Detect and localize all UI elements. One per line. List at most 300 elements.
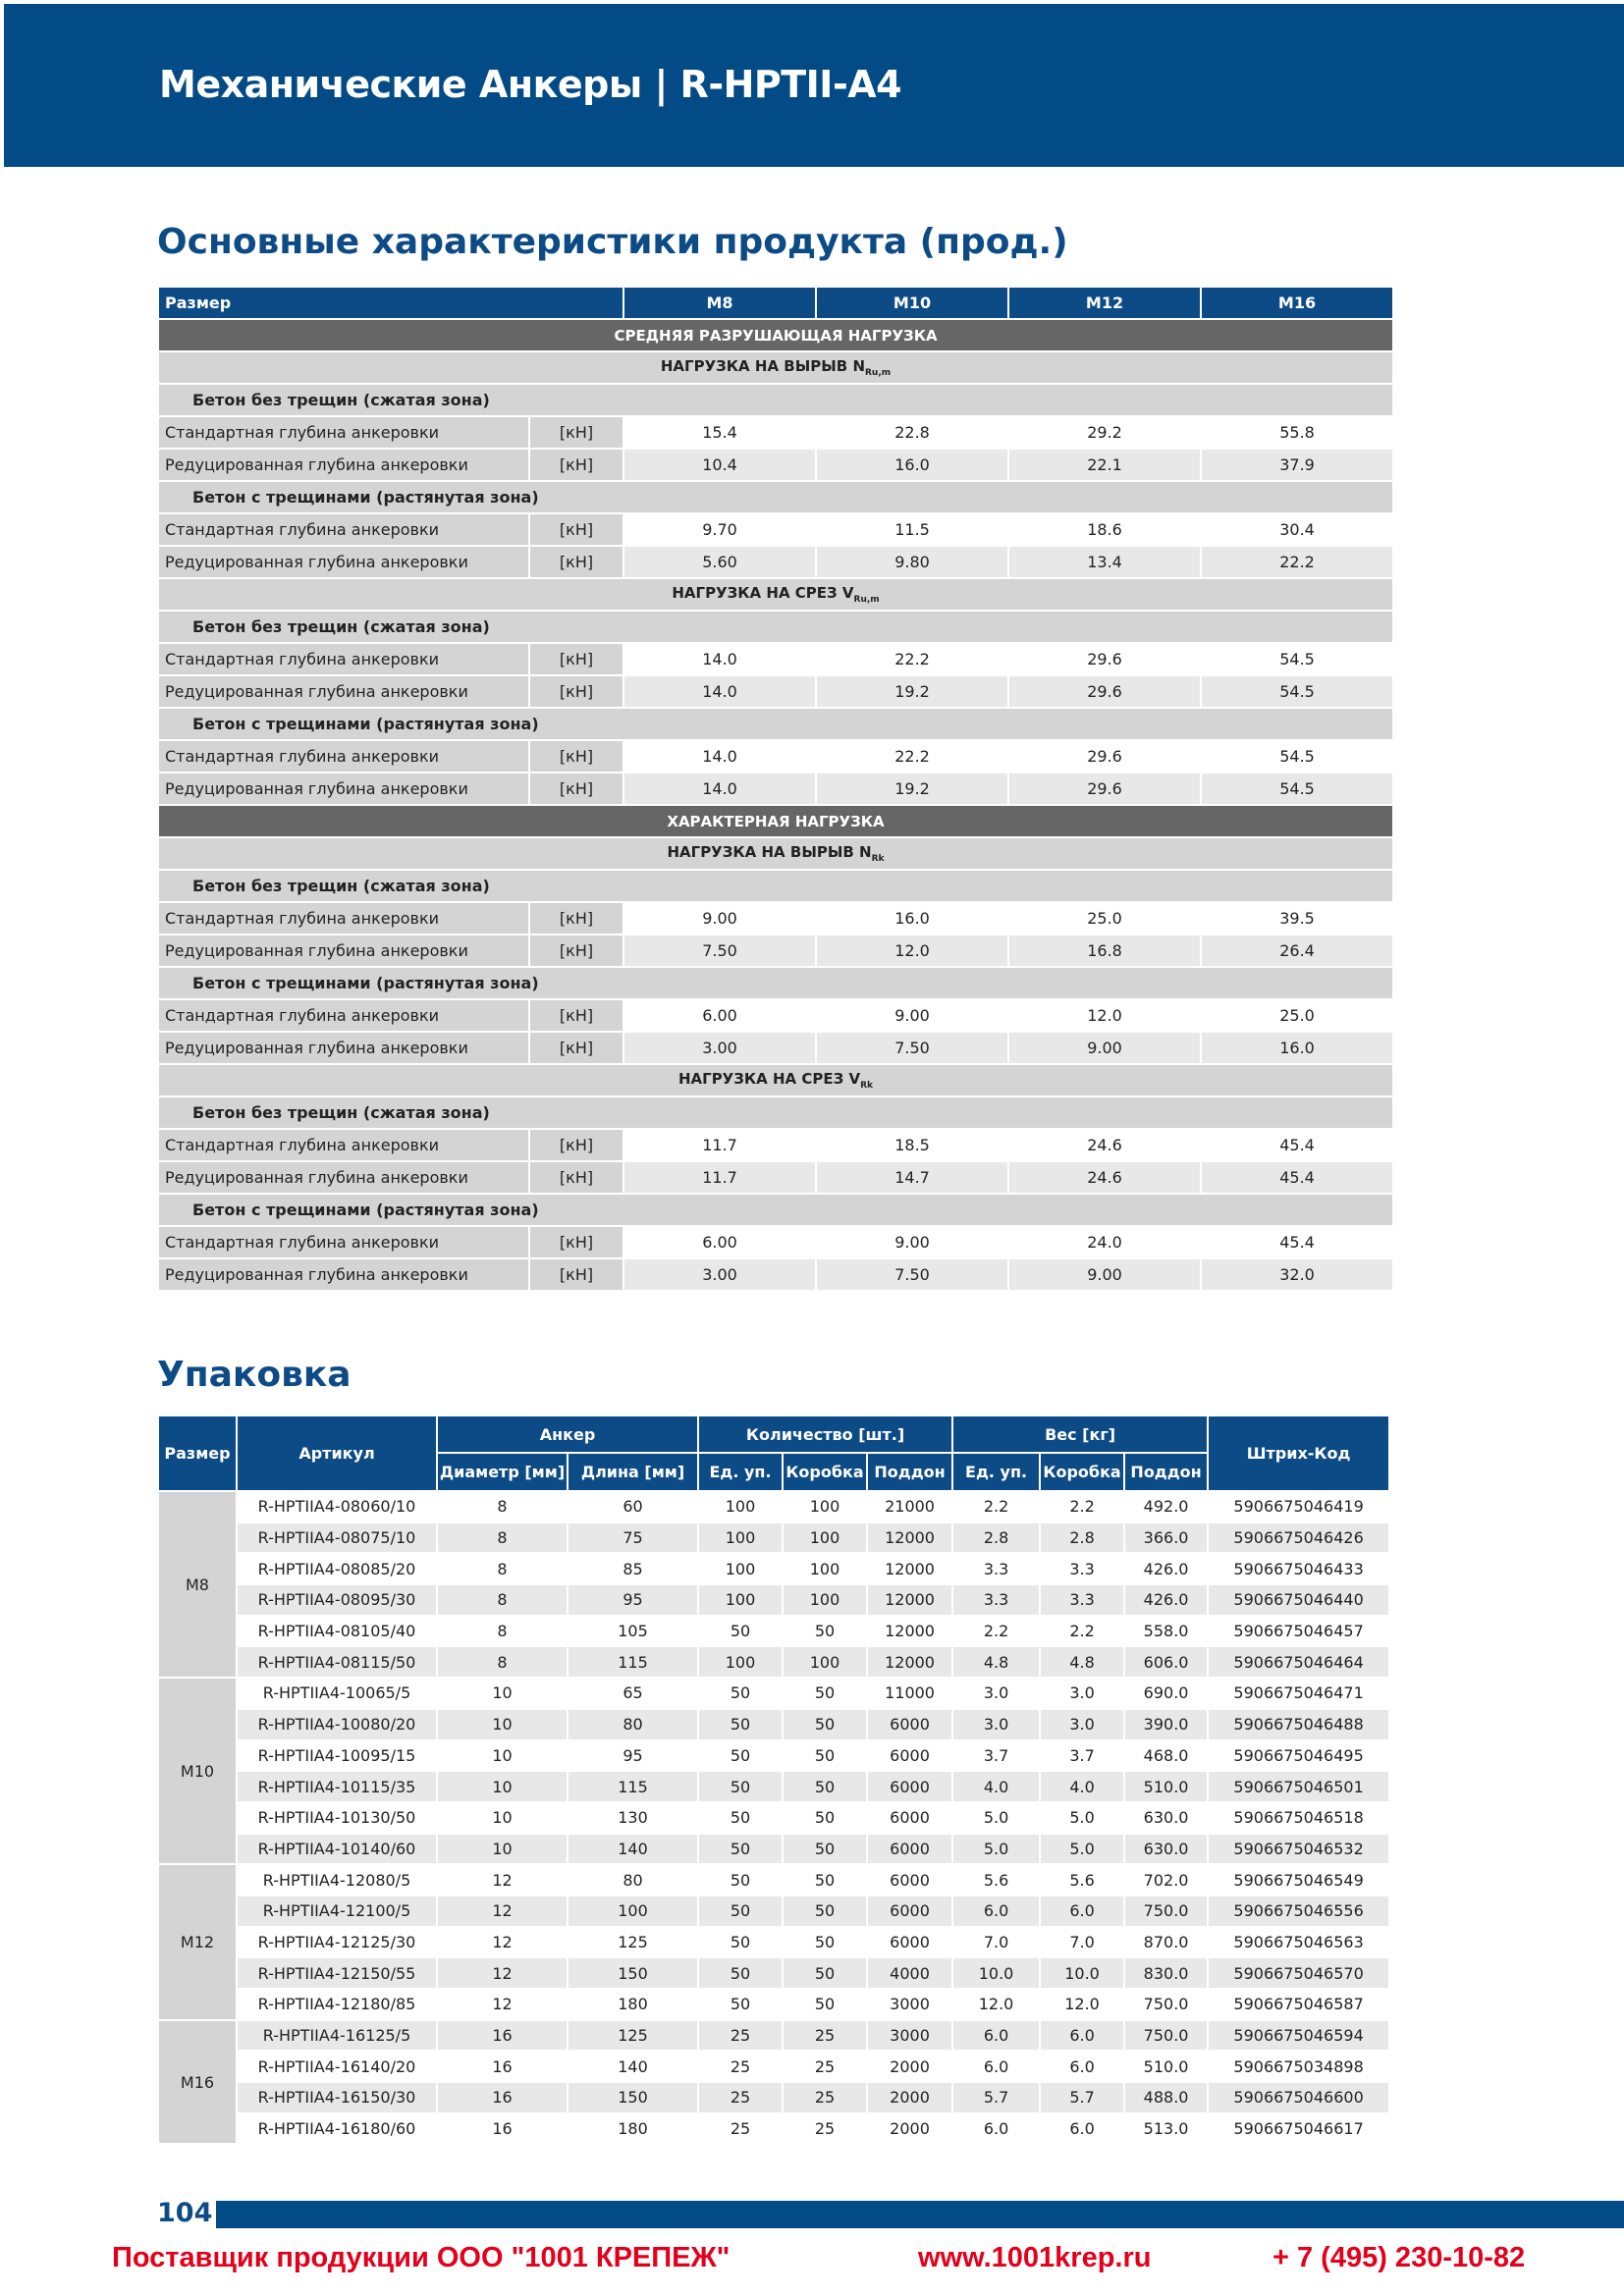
pack-cell: 65 xyxy=(568,1678,698,1709)
size-col-m8: M8 xyxy=(623,287,816,319)
pack-cell: R-HPTIIA4-08095/30 xyxy=(237,1584,437,1616)
pack-cell: 12.0 xyxy=(952,1989,1040,2020)
pack-cell: 50 xyxy=(783,1802,867,1834)
specs-title: Основные характеристики продукта (прод.) xyxy=(157,222,1068,262)
pack-cell: 510.0 xyxy=(1124,2051,1208,2082)
pack-cell: 2.8 xyxy=(952,1522,1040,1554)
pack-cell: 5906675046501 xyxy=(1208,1771,1389,1802)
pack-cell: 4.0 xyxy=(1040,1771,1124,1802)
pack-article-header: Артикул xyxy=(237,1415,437,1491)
pack-cell: 25 xyxy=(698,2020,783,2052)
group-row xyxy=(158,481,1393,513)
pack-cell: 3.7 xyxy=(1040,1740,1124,1772)
subsection-label: НАГРУЗКА НА СРЕЗ V xyxy=(672,584,854,602)
pack-cell: 6.0 xyxy=(1040,2113,1124,2145)
pack-cell: 50 xyxy=(783,1957,867,1989)
row-label: Редуцированная глубина анкеровки xyxy=(158,773,529,805)
pack-cell: 5906675046549 xyxy=(1208,1864,1389,1896)
pack-cell: 870.0 xyxy=(1124,1927,1208,1958)
pack-cell: 8 xyxy=(437,1491,568,1522)
pack-cell: 6.0 xyxy=(1040,2051,1124,2082)
pack-cell: 60 xyxy=(568,1491,698,1522)
row-value: 13.4 xyxy=(1008,546,1201,578)
pack-cell: 50 xyxy=(783,1864,867,1896)
header-title: Механические Анкеры | R-HPTII-A4 xyxy=(159,63,902,106)
pack-cell: 25 xyxy=(783,2020,867,2052)
row-unit: [кН] xyxy=(529,1161,623,1194)
pack-row xyxy=(158,1771,1389,1802)
size-header: Размер xyxy=(158,287,623,319)
pack-cell: 12000 xyxy=(867,1646,952,1678)
pack-cell: 2000 xyxy=(867,2082,952,2113)
row-value: 6.00 xyxy=(623,999,816,1032)
row-value: 9.00 xyxy=(816,999,1008,1032)
pack-row xyxy=(158,1989,1389,2020)
pack-cell: 8 xyxy=(437,1646,568,1678)
pack-cell: 5906675046457 xyxy=(1208,1616,1389,1647)
row-value: 45.4 xyxy=(1201,1226,1393,1258)
row-value: 55.8 xyxy=(1201,416,1393,449)
pack-cell: 6000 xyxy=(867,1896,952,1927)
row-value: 12.0 xyxy=(1008,999,1201,1032)
row-value: 30.4 xyxy=(1201,513,1393,546)
row-value: 14.0 xyxy=(623,675,816,708)
spec-row xyxy=(158,513,1393,546)
pack-cell: 10 xyxy=(437,1678,568,1709)
subsection-title xyxy=(158,837,1393,870)
row-unit: [кН] xyxy=(529,1129,623,1161)
row-value: 54.5 xyxy=(1201,643,1393,675)
section-title: СРЕДНЯЯ РАЗРУШАЮЩАЯ НАГРУЗКА xyxy=(158,319,1393,351)
pack-row xyxy=(158,1709,1389,1740)
group-title: Бетон с трещинами (растянутая зона) xyxy=(158,708,1393,740)
pack-cell: 12 xyxy=(437,1864,568,1896)
pack-cell: 50 xyxy=(783,1709,867,1740)
pack-cell: R-HPTIIA4-08075/10 xyxy=(237,1522,437,1554)
pack-cell: 630.0 xyxy=(1124,1834,1208,1865)
row-label: Стандартная глубина анкеровки xyxy=(158,740,529,773)
pack-cell: 5906675046617 xyxy=(1208,2113,1389,2145)
pack-row xyxy=(158,2051,1389,2082)
subsection-row xyxy=(158,1064,1393,1096)
row-label: Стандартная глубина анкеровки xyxy=(158,1226,529,1258)
subsection-subscript: Rk xyxy=(871,854,885,864)
row-value: 25.0 xyxy=(1201,999,1393,1032)
row-unit: [кН] xyxy=(529,1226,623,1258)
pack-cell: 12000 xyxy=(867,1553,952,1584)
subsection-title xyxy=(158,1064,1393,1096)
row-value: 16.0 xyxy=(816,902,1008,934)
packaging-table xyxy=(157,1415,1390,2145)
pack-row xyxy=(158,1616,1389,1647)
pack-cell: 100 xyxy=(698,1522,783,1554)
subsection-subscript: Ru,m xyxy=(853,595,880,605)
row-value: 5.60 xyxy=(623,546,816,578)
pack-row xyxy=(158,1553,1389,1584)
pack-cell: R-HPTIIA4-12180/85 xyxy=(237,1989,437,2020)
pack-row xyxy=(158,2113,1389,2145)
pack-cell: 100 xyxy=(698,1584,783,1616)
pack-cell: 488.0 xyxy=(1124,2082,1208,2113)
pack-cell: 25 xyxy=(698,2082,783,2113)
pack-row xyxy=(158,1896,1389,1927)
pack-cell: 140 xyxy=(568,1834,698,1865)
pack-cell: 5.6 xyxy=(1040,1864,1124,1896)
pack-row xyxy=(158,1740,1389,1772)
pack-cell: 750.0 xyxy=(1124,1896,1208,1927)
row-label: Редуцированная глубина анкеровки xyxy=(158,1258,529,1291)
pack-cell: 50 xyxy=(698,1834,783,1865)
pack-cell: 3000 xyxy=(867,2020,952,2052)
row-value: 22.2 xyxy=(816,643,1008,675)
pack-wt-pallet-header: Поддон xyxy=(1124,1453,1208,1491)
row-value: 24.6 xyxy=(1008,1129,1201,1161)
pack-cell: 12.0 xyxy=(1040,1989,1124,2020)
row-label: Редуцированная глубина анкеровки xyxy=(158,1032,529,1064)
row-value: 11.5 xyxy=(816,513,1008,546)
pack-qty-unit-header: Ед. уп. xyxy=(698,1453,783,1491)
pack-cell: 180 xyxy=(568,2113,698,2145)
pack-cell: 100 xyxy=(783,1553,867,1584)
row-unit: [кН] xyxy=(529,1032,623,1064)
pack-cell: 5906675046563 xyxy=(1208,1927,1389,1958)
row-unit: [кН] xyxy=(529,449,623,481)
pack-cell: 3.3 xyxy=(1040,1584,1124,1616)
pack-size-cell: M8 xyxy=(158,1491,237,1678)
pack-cell: 366.0 xyxy=(1124,1522,1208,1554)
row-value: 15.4 xyxy=(623,416,816,449)
pack-size-cell: M16 xyxy=(158,2020,237,2145)
pack-cell: 3.3 xyxy=(952,1553,1040,1584)
row-label: Редуцированная глубина анкеровки xyxy=(158,546,529,578)
group-title: Бетон с трещинами (растянутая зона) xyxy=(158,1194,1393,1226)
row-value: 9.00 xyxy=(623,902,816,934)
pack-qty-pallet-header: Поддон xyxy=(867,1453,952,1491)
row-value: 18.6 xyxy=(1008,513,1201,546)
row-value: 11.7 xyxy=(623,1161,816,1194)
spec-row xyxy=(158,416,1393,449)
row-value: 29.6 xyxy=(1008,643,1201,675)
pack-cell: 6000 xyxy=(867,1927,952,1958)
row-unit: [кН] xyxy=(529,999,623,1032)
pack-row xyxy=(158,1864,1389,1896)
row-label: Редуцированная глубина анкеровки xyxy=(158,1161,529,1194)
pack-cell: 5906675046419 xyxy=(1208,1491,1389,1522)
pack-cell: 10 xyxy=(437,1771,568,1802)
subsection-label: НАГРУЗКА НА ВЫРЫВ N xyxy=(660,357,865,375)
specs-table xyxy=(157,286,1394,1292)
pack-cell: 50 xyxy=(698,1802,783,1834)
size-col-m16: M16 xyxy=(1201,287,1393,319)
row-label: Стандартная глубина анкеровки xyxy=(158,999,529,1032)
pack-cell: 10 xyxy=(437,1740,568,1772)
pack-cell: 140 xyxy=(568,2051,698,2082)
row-unit: [кН] xyxy=(529,773,623,805)
pack-cell: R-HPTIIA4-08085/20 xyxy=(237,1553,437,1584)
pack-cell: 3.7 xyxy=(952,1740,1040,1772)
pack-qty-box-header: Коробка xyxy=(783,1453,867,1491)
supplier-website[interactable]: www.1001krep.ru xyxy=(918,2242,1152,2273)
subsection-row xyxy=(158,578,1393,611)
packaging-title: Упаковка xyxy=(157,1355,352,1395)
pack-cell: 50 xyxy=(783,1989,867,2020)
pack-cell: 750.0 xyxy=(1124,1989,1208,2020)
pack-cell: 510.0 xyxy=(1124,1771,1208,1802)
pack-cell: 5906675046518 xyxy=(1208,1802,1389,1834)
spec-row xyxy=(158,449,1393,481)
row-value: 16.0 xyxy=(816,449,1008,481)
row-unit: [кН] xyxy=(529,513,623,546)
group-row xyxy=(158,870,1393,902)
pack-cell: R-HPTIIA4-16140/20 xyxy=(237,2051,437,2082)
pack-cell: 8 xyxy=(437,1553,568,1584)
pack-cell: R-HPTIIA4-08060/10 xyxy=(237,1491,437,1522)
group-title: Бетон без трещин (сжатая зона) xyxy=(158,1096,1393,1129)
pack-cell: 6000 xyxy=(867,1834,952,1865)
pack-wt-unit-header: Ед. уп. xyxy=(952,1453,1040,1491)
pack-cell: 6.0 xyxy=(952,2020,1040,2052)
pack-cell: 12 xyxy=(437,1896,568,1927)
group-row xyxy=(158,1096,1393,1129)
pack-cell: 12 xyxy=(437,1989,568,2020)
row-value: 19.2 xyxy=(816,773,1008,805)
row-value: 18.5 xyxy=(816,1129,1008,1161)
pack-cell: 150 xyxy=(568,1957,698,1989)
row-value: 22.8 xyxy=(816,416,1008,449)
pack-cell: 100 xyxy=(783,1522,867,1554)
row-unit: [кН] xyxy=(529,1258,623,1291)
group-title: Бетон без трещин (сжатая зона) xyxy=(158,611,1393,643)
group-title: Бетон с трещинами (растянутая зона) xyxy=(158,481,1393,513)
size-col-m12: M12 xyxy=(1008,287,1201,319)
pack-cell: 2.8 xyxy=(1040,1522,1124,1554)
pack-cell: 100 xyxy=(698,1646,783,1678)
pack-row xyxy=(158,2082,1389,2113)
pack-cell: 606.0 xyxy=(1124,1646,1208,1678)
row-value: 26.4 xyxy=(1201,934,1393,967)
spec-row xyxy=(158,546,1393,578)
row-label: Стандартная глубина анкеровки xyxy=(158,1129,529,1161)
row-value: 14.7 xyxy=(816,1161,1008,1194)
pack-cell: 5906675046495 xyxy=(1208,1740,1389,1772)
pack-cell: R-HPTIIA4-08115/50 xyxy=(237,1646,437,1678)
spec-row xyxy=(158,1258,1393,1291)
pack-cell: 10 xyxy=(437,1709,568,1740)
pack-cell: 95 xyxy=(568,1740,698,1772)
pack-cell: 5.7 xyxy=(952,2082,1040,2113)
pack-cell: 125 xyxy=(568,2020,698,2052)
pack-cell: 630.0 xyxy=(1124,1802,1208,1834)
row-value: 16.0 xyxy=(1201,1032,1393,1064)
pack-row xyxy=(158,1957,1389,1989)
pack-cell: 50 xyxy=(698,1709,783,1740)
pack-cell: 10 xyxy=(437,1834,568,1865)
pack-cell: 5906675046440 xyxy=(1208,1584,1389,1616)
spec-row xyxy=(158,999,1393,1032)
pack-cell: 100 xyxy=(698,1553,783,1584)
pack-cell: 390.0 xyxy=(1124,1709,1208,1740)
pack-cell: 6.0 xyxy=(1040,1896,1124,1927)
group-row xyxy=(158,967,1393,999)
group-title: Бетон с трещинами (растянутая зона) xyxy=(158,967,1393,999)
pack-cell: 3.0 xyxy=(1040,1709,1124,1740)
subsection-row xyxy=(158,837,1393,870)
pack-weight-header: Вес [кг] xyxy=(952,1415,1208,1453)
pack-length-header: Длина [мм] xyxy=(568,1453,698,1491)
pack-cell: R-HPTIIA4-12150/55 xyxy=(237,1957,437,1989)
pack-cell: 105 xyxy=(568,1616,698,1647)
spec-row xyxy=(158,740,1393,773)
size-col-m10: M10 xyxy=(816,287,1008,319)
pack-cell: R-HPTIIA4-10080/20 xyxy=(237,1709,437,1740)
pack-cell: 21000 xyxy=(867,1491,952,1522)
pack-size-cell: M10 xyxy=(158,1678,237,1864)
pack-row xyxy=(158,2020,1389,2052)
spec-row xyxy=(158,1129,1393,1161)
pack-cell: 2.2 xyxy=(952,1616,1040,1647)
pack-cell: 3.3 xyxy=(952,1584,1040,1616)
pack-cell: 10 xyxy=(437,1802,568,1834)
pack-cell: R-HPTIIA4-16150/30 xyxy=(237,2082,437,2113)
pack-row xyxy=(158,1834,1389,1865)
pack-cell: 2.2 xyxy=(952,1491,1040,1522)
pack-cell: 4.0 xyxy=(952,1771,1040,1802)
pack-cell: 16 xyxy=(437,2051,568,2082)
row-value: 9.00 xyxy=(1008,1032,1201,1064)
pack-cell: 50 xyxy=(783,1678,867,1709)
pack-cell: 6000 xyxy=(867,1864,952,1896)
row-value: 9.00 xyxy=(1008,1258,1201,1291)
row-value: 16.8 xyxy=(1008,934,1201,967)
group-title: Бетон без трещин (сжатая зона) xyxy=(158,870,1393,902)
pack-cell: 12000 xyxy=(867,1522,952,1554)
pack-cell: 50 xyxy=(698,1616,783,1647)
row-label: Стандартная глубина анкеровки xyxy=(158,416,529,449)
pack-row xyxy=(158,1584,1389,1616)
pack-cell: 50 xyxy=(783,1896,867,1927)
pack-cell: 702.0 xyxy=(1124,1864,1208,1896)
row-value: 45.4 xyxy=(1201,1161,1393,1194)
pack-cell: 50 xyxy=(698,1678,783,1709)
pack-cell: 426.0 xyxy=(1124,1553,1208,1584)
group-row xyxy=(158,611,1393,643)
pack-cell: 125 xyxy=(568,1927,698,1958)
row-value: 22.1 xyxy=(1008,449,1201,481)
row-value: 14.0 xyxy=(623,773,816,805)
row-value: 9.00 xyxy=(816,1226,1008,1258)
pack-cell: 100 xyxy=(783,1646,867,1678)
row-value: 6.00 xyxy=(623,1226,816,1258)
pack-cell: 5906675046532 xyxy=(1208,1834,1389,1865)
pack-cell: 2000 xyxy=(867,2113,952,2145)
pack-cell: 3.3 xyxy=(1040,1553,1124,1584)
row-value: 3.00 xyxy=(623,1032,816,1064)
pack-cell: 95 xyxy=(568,1584,698,1616)
pack-cell: 7.0 xyxy=(1040,1927,1124,1958)
row-value: 10.4 xyxy=(623,449,816,481)
row-value: 54.5 xyxy=(1201,773,1393,805)
row-unit: [кН] xyxy=(529,416,623,449)
row-value: 7.50 xyxy=(816,1032,1008,1064)
pack-cell: 25 xyxy=(698,2051,783,2082)
pack-row xyxy=(158,1927,1389,1958)
pack-cell: 50 xyxy=(698,1771,783,1802)
subsection-label: НАГРУЗКА НА ВЫРЫВ N xyxy=(667,843,872,861)
pack-cell: 5906675046426 xyxy=(1208,1522,1389,1554)
pack-cell: 130 xyxy=(568,1802,698,1834)
row-value: 14.0 xyxy=(623,643,816,675)
group-row xyxy=(158,1194,1393,1226)
row-value: 25.0 xyxy=(1008,902,1201,934)
pack-cell: 5.7 xyxy=(1040,2082,1124,2113)
pack-cell: R-HPTIIA4-16125/5 xyxy=(237,2020,437,2052)
pack-cell: 558.0 xyxy=(1124,1616,1208,1647)
spec-row xyxy=(158,643,1393,675)
pack-quantity-header: Количество [шт.] xyxy=(698,1415,952,1453)
pack-cell: 11000 xyxy=(867,1678,952,1709)
pack-cell: 5906675046594 xyxy=(1208,2020,1389,2052)
group-title: Бетон без трещин (сжатая зона) xyxy=(158,384,1393,416)
pack-cell: 5906675046556 xyxy=(1208,1896,1389,1927)
pack-cell: 3.0 xyxy=(1040,1678,1124,1709)
pack-cell: 468.0 xyxy=(1124,1740,1208,1772)
pack-cell: 25 xyxy=(698,2113,783,2145)
pack-cell: 25 xyxy=(783,2051,867,2082)
pack-cell: 10.0 xyxy=(1040,1957,1124,1989)
row-unit: [кН] xyxy=(529,643,623,675)
row-value: 7.50 xyxy=(623,934,816,967)
pack-cell: 50 xyxy=(698,1740,783,1772)
row-value: 24.6 xyxy=(1008,1161,1201,1194)
pack-row xyxy=(158,1802,1389,1834)
pack-cell: R-HPTIIA4-10115/35 xyxy=(237,1771,437,1802)
row-value: 45.4 xyxy=(1201,1129,1393,1161)
pack-cell: 115 xyxy=(568,1646,698,1678)
pack-diameter-header: Диаметр [мм] xyxy=(437,1453,568,1491)
pack-cell: R-HPTIIA4-12100/5 xyxy=(237,1896,437,1927)
subsection-title xyxy=(158,351,1393,384)
group-row xyxy=(158,384,1393,416)
pack-cell: 6.0 xyxy=(952,2051,1040,2082)
footer-bar xyxy=(216,2201,1624,2228)
pack-cell: 50 xyxy=(783,1740,867,1772)
group-row xyxy=(158,708,1393,740)
row-value: 9.70 xyxy=(623,513,816,546)
row-value: 29.2 xyxy=(1008,416,1201,449)
pack-cell: 5.0 xyxy=(1040,1802,1124,1834)
pack-cell: 5906675046464 xyxy=(1208,1646,1389,1678)
pack-cell: 16 xyxy=(437,2082,568,2113)
row-label: Редуцированная глубина анкеровки xyxy=(158,675,529,708)
pack-cell: 426.0 xyxy=(1124,1584,1208,1616)
pack-cell: 492.0 xyxy=(1124,1491,1208,1522)
pack-cell: 6.0 xyxy=(1040,2020,1124,2052)
pack-cell: 5906675046488 xyxy=(1208,1709,1389,1740)
pack-cell: 100 xyxy=(698,1491,783,1522)
row-value: 11.7 xyxy=(623,1129,816,1161)
row-value: 22.2 xyxy=(1201,546,1393,578)
pack-cell: 6000 xyxy=(867,1740,952,1772)
row-value: 7.50 xyxy=(816,1258,1008,1291)
pack-cell: 50 xyxy=(698,1989,783,2020)
pack-cell: 5.0 xyxy=(1040,1834,1124,1865)
spec-row xyxy=(158,934,1393,967)
row-value: 39.5 xyxy=(1201,902,1393,934)
pack-cell: 5906675046433 xyxy=(1208,1553,1389,1584)
pack-cell: 50 xyxy=(698,1957,783,1989)
spec-row xyxy=(158,675,1393,708)
pack-cell: 5906675046570 xyxy=(1208,1957,1389,1989)
